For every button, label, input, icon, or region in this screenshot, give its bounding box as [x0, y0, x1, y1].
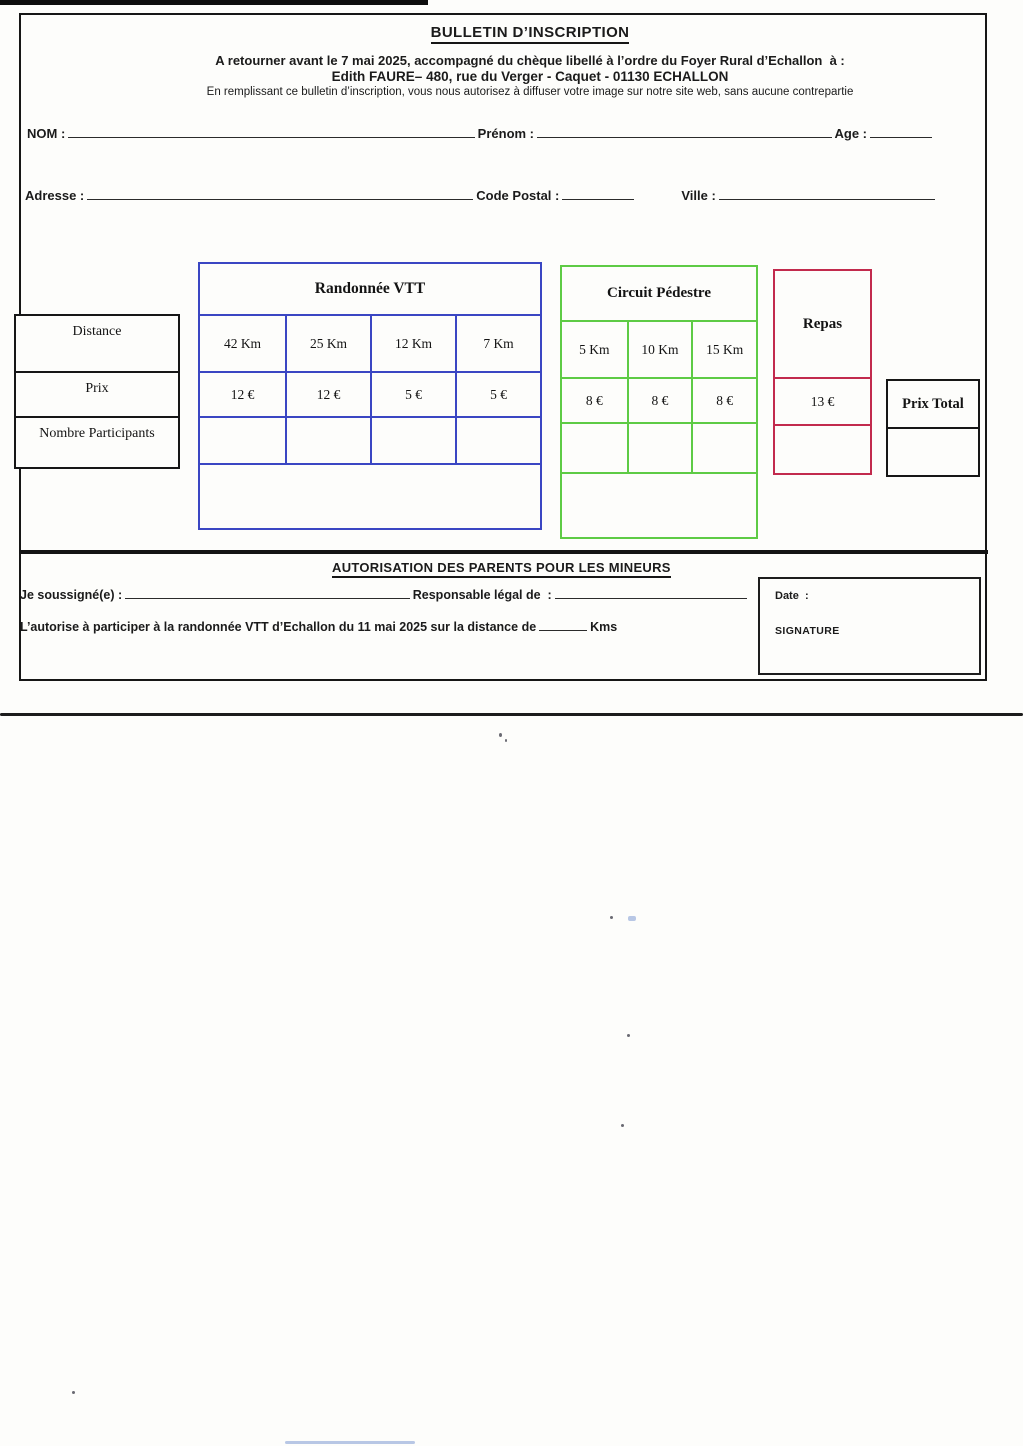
adresse-input-line[interactable]	[87, 197, 473, 200]
vtt-price-cell: 12 €	[200, 371, 285, 416]
pedestre-table	[560, 265, 758, 539]
vtt-distance-cell: 42 Km	[200, 314, 285, 371]
date-signature-box[interactable]	[758, 577, 981, 675]
adresse-label: Adresse :	[25, 188, 85, 203]
pedestre-distance-cell: 15 Km	[691, 320, 756, 377]
ville-label: Ville :	[681, 188, 716, 203]
repas-table	[773, 269, 872, 475]
code-postal-input-line[interactable]	[562, 197, 634, 200]
scan-page-edge-line	[0, 713, 1023, 716]
pedestre-participants-cell[interactable]	[691, 422, 756, 472]
vtt-footer-cell[interactable]	[200, 463, 540, 528]
row-label-prix: Prix	[16, 371, 178, 416]
form-header	[140, 24, 920, 98]
age-label: Age :	[834, 126, 867, 141]
responsable-input-line[interactable]	[555, 596, 747, 599]
scan-artifact-top-bar	[0, 0, 428, 5]
row-label-distance: Distance	[72, 324, 122, 339]
row-label-participants: Nombre Participants	[16, 416, 178, 467]
pedestre-title: Circuit Pédestre	[606, 285, 711, 301]
identity-row-name	[27, 126, 935, 141]
prix-total-label: Prix Total	[902, 395, 964, 412]
scan-smudge	[285, 1441, 415, 1444]
pedestre-price-cell: 8 €	[691, 377, 756, 422]
code-postal-label: Code Postal :	[476, 188, 560, 203]
soussigne-input-line[interactable]	[125, 596, 410, 599]
vtt-participants-cell[interactable]	[370, 416, 455, 463]
prix-total-cell[interactable]	[888, 427, 978, 475]
form-title: BULLETIN D’INSCRIPTION	[431, 24, 630, 44]
vtt-participants-cell[interactable]	[455, 416, 540, 463]
pedestre-participants-cell[interactable]	[562, 422, 627, 472]
intro-line-return: A retourner avant le 7 mai 2025, accompagné du chèque libellé à l’ordre du Foyer Rural d’Echallon à :	[215, 53, 845, 68]
signature-label: SIGNATURE	[775, 625, 840, 637]
participate-text: L’autorise à participer à la randonnée VTT d’Echallon du 11 mai 2025 sur la distance de	[20, 620, 537, 634]
prix-total-box	[886, 379, 980, 477]
vtt-distance-cell: 25 Km	[285, 314, 370, 371]
pedestre-price-cell: 8 €	[627, 377, 692, 422]
soussigne-label: Je soussigné(e) :	[20, 588, 123, 602]
pedestre-footer-cell[interactable]	[562, 472, 756, 537]
vtt-price-cell: 12 €	[285, 371, 370, 416]
scan-speck	[610, 916, 613, 919]
pedestre-price-cell: 8 €	[562, 377, 627, 422]
repas-price-cell: 13 €	[775, 377, 870, 424]
scan-speck	[627, 1034, 630, 1037]
pedestre-distance-cell: 5 Km	[562, 320, 627, 377]
repas-participants-cell[interactable]	[775, 424, 870, 473]
vtt-price-cell: 5 €	[370, 371, 455, 416]
vtt-table	[198, 262, 542, 530]
scan-speck	[505, 739, 507, 742]
vtt-distance-cell: 7 Km	[455, 314, 540, 371]
scan-speck	[621, 1124, 624, 1127]
authorization-title: AUTORISATION DES PARENTS POUR LES MINEURS	[332, 560, 671, 578]
repas-title: Repas	[802, 315, 843, 332]
authorization-row-2	[20, 620, 680, 634]
nom-label: NOM :	[27, 126, 66, 141]
prenom-label: Prénom :	[477, 126, 535, 141]
intro-line-address: Edith FAURE– 480, rue du Verger - Caquet - 01130 ECHALLON	[331, 69, 729, 84]
authorization-row-1	[20, 588, 750, 602]
vtt-price-cell: 5 €	[455, 371, 540, 416]
section-divider	[19, 550, 988, 554]
vtt-participants-cell[interactable]	[200, 416, 285, 463]
date-label: Date :	[775, 590, 809, 602]
kms-label: Kms	[590, 620, 618, 634]
ville-input-line[interactable]	[719, 197, 935, 200]
nom-input-line[interactable]	[68, 135, 474, 138]
pedestre-participants-cell[interactable]	[627, 422, 692, 472]
scan-speck	[499, 733, 502, 737]
responsable-label: Responsable légal de :	[412, 588, 552, 602]
scan-speck	[72, 1391, 75, 1394]
vtt-title: Randonnée VTT	[314, 280, 426, 297]
vtt-distance-cell: 12 Km	[370, 314, 455, 371]
age-input-line[interactable]	[870, 135, 932, 138]
vtt-participants-cell[interactable]	[285, 416, 370, 463]
identity-row-address	[25, 188, 938, 203]
scan-speck	[628, 916, 636, 921]
intro-line-consent: En remplissant ce bulletin d’inscription, vous nous autorisez à diffuser votre image sur notre site web, sans aucune contrepartie	[206, 86, 854, 98]
pedestre-distance-cell: 10 Km	[627, 320, 692, 377]
prenom-input-line[interactable]	[537, 135, 831, 138]
pricing-row-labels	[14, 314, 180, 469]
distance-kms-input-line[interactable]	[539, 628, 587, 631]
